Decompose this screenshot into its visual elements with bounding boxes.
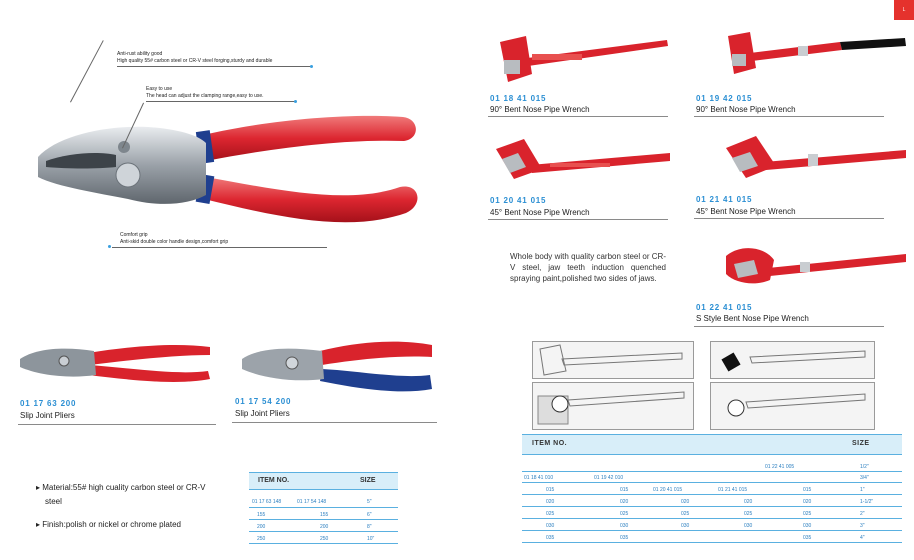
table-cell: 3/4" (860, 475, 869, 481)
table-cell: 035 (803, 535, 812, 541)
usage-diagram-3 (532, 382, 694, 430)
table-cell: 015 (620, 487, 629, 493)
wrench-code-2: 01 19 42 015 (696, 94, 753, 103)
callout-bottom-title: Comfort grip (120, 232, 148, 238)
table-cell: 200 (320, 524, 329, 530)
table-cell: 1" (860, 487, 865, 493)
table-cell: 025 (546, 511, 555, 517)
table-cell: 030 (803, 523, 812, 529)
table-cell: 025 (744, 511, 753, 517)
table-cell: 015 (546, 487, 555, 493)
table-header-size: SIZE (360, 477, 376, 484)
wrench-image-1 (492, 30, 672, 85)
usage-diagram-2 (710, 341, 875, 379)
slip-joint-pliers-image (18, 335, 218, 387)
wrench-spec-table (522, 434, 902, 546)
wrench-name-3: 45° Bent Nose Pipe Wrench (490, 208, 590, 217)
table-cell: 035 (546, 535, 555, 541)
table-cell: 01 21 41 015 (718, 487, 748, 493)
table-cell: 1/2" (860, 464, 869, 470)
wrench-image-2 (720, 28, 910, 83)
wrench-code-1: 01 18 41 015 (490, 94, 547, 103)
feature-list (36, 481, 216, 532)
table-cell: 020 (681, 499, 690, 505)
wrench-name-5: S Style Bent Nose Pipe Wrench (696, 314, 809, 323)
table-cell: 2" (860, 511, 865, 517)
usage-diagram-1 (532, 341, 694, 379)
table-cell: 020 (620, 499, 629, 505)
callout-top-text: High quality 55# carbon steel or CR-V steel forging,sturdy and durable (117, 58, 273, 64)
table-cell: 025 (681, 511, 690, 517)
table-cell: 01 20 41 015 (653, 487, 683, 493)
table-cell: 1-1/2" (860, 499, 874, 505)
table-cell: 10" (367, 536, 375, 542)
table-cell: 01 17 54 148 (297, 499, 327, 505)
table-cell: 030 (681, 523, 690, 529)
wrench-image-4 (720, 132, 910, 184)
table-cell: 155 (257, 512, 266, 518)
callout-top-title: Anti-rust ability good (117, 51, 163, 57)
wrench-code-5: 01 22 41 015 (696, 303, 753, 312)
table-cell: 4" (860, 535, 865, 541)
table-cell: 030 (620, 523, 629, 529)
pliers-spec-table (249, 472, 398, 546)
table-header-item: ITEM NO. (532, 440, 568, 447)
table-cell: 155 (320, 512, 329, 518)
feature-item: ▸ Material:55# high cuality carbon steel or CR-V steel (36, 483, 206, 506)
wrench-code-3: 01 20 41 015 (490, 196, 547, 205)
table-header-size: SIZE (852, 440, 870, 447)
table-cell: 3" (860, 523, 865, 529)
page-tab: L (894, 0, 914, 20)
wrench-name-2: 90° Bent Nose Pipe Wrench (696, 105, 796, 114)
product-code-1: 01 17 63 200 (20, 399, 77, 408)
callout-bottom-text: Anti-skid double color handle design,comfort grip (120, 239, 229, 245)
table-cell: 200 (257, 524, 266, 530)
product-name-2: Slip Joint Pliers (235, 409, 290, 418)
feature-item: ▸ Finish:polish or nickel or chrome plated (36, 520, 181, 529)
wrench-name-1: 90° Bent Nose Pipe Wrench (490, 105, 590, 114)
table-cell: 6" (367, 512, 372, 518)
callout-mid-title: Easy to use (146, 86, 173, 92)
wrench-name-4: 45° Bent Nose Pipe Wrench (696, 207, 796, 216)
table-cell: 01 17 63 148 (252, 499, 282, 505)
table-cell: 030 (744, 523, 753, 529)
table-cell: 01 22 41 005 (765, 464, 795, 470)
table-cell: 01 19 42 010 (594, 475, 624, 481)
product-name-1: Slip Joint Pliers (20, 411, 75, 420)
table-cell: 025 (620, 511, 629, 517)
large-pliers-image (28, 95, 428, 250)
table-header-item: ITEM NO. (258, 477, 290, 484)
wrench-code-4: 01 21 41 015 (696, 195, 753, 204)
table-cell: 025 (803, 511, 812, 517)
table-cell: 030 (546, 523, 555, 529)
table-cell: 01 18 41 010 (524, 475, 554, 481)
callout-mid-text: The head can adjust the clamping range,easy to use. (146, 93, 264, 99)
table-cell: 020 (803, 499, 812, 505)
table-cell: 015 (803, 487, 812, 493)
wrench-image-5 (720, 242, 910, 292)
table-cell: 020 (744, 499, 753, 505)
wrench-image-3 (490, 135, 675, 185)
table-cell: 5" (367, 499, 372, 505)
slip-joint-pliers-bi-color-image (240, 335, 440, 395)
wrench-description: Whole body with quality carbon steel or CR-V steel, jaw teeth induction quenched spraying paint,polished two sides of jaws. (510, 252, 666, 283)
table-cell: 8" (367, 524, 372, 530)
usage-diagram-4 (710, 382, 875, 430)
table-cell: 020 (546, 499, 555, 505)
product-code-2: 01 17 54 200 (235, 397, 292, 406)
table-cell: 250 (257, 536, 266, 542)
table-cell: 035 (620, 535, 629, 541)
table-cell: 250 (320, 536, 329, 542)
